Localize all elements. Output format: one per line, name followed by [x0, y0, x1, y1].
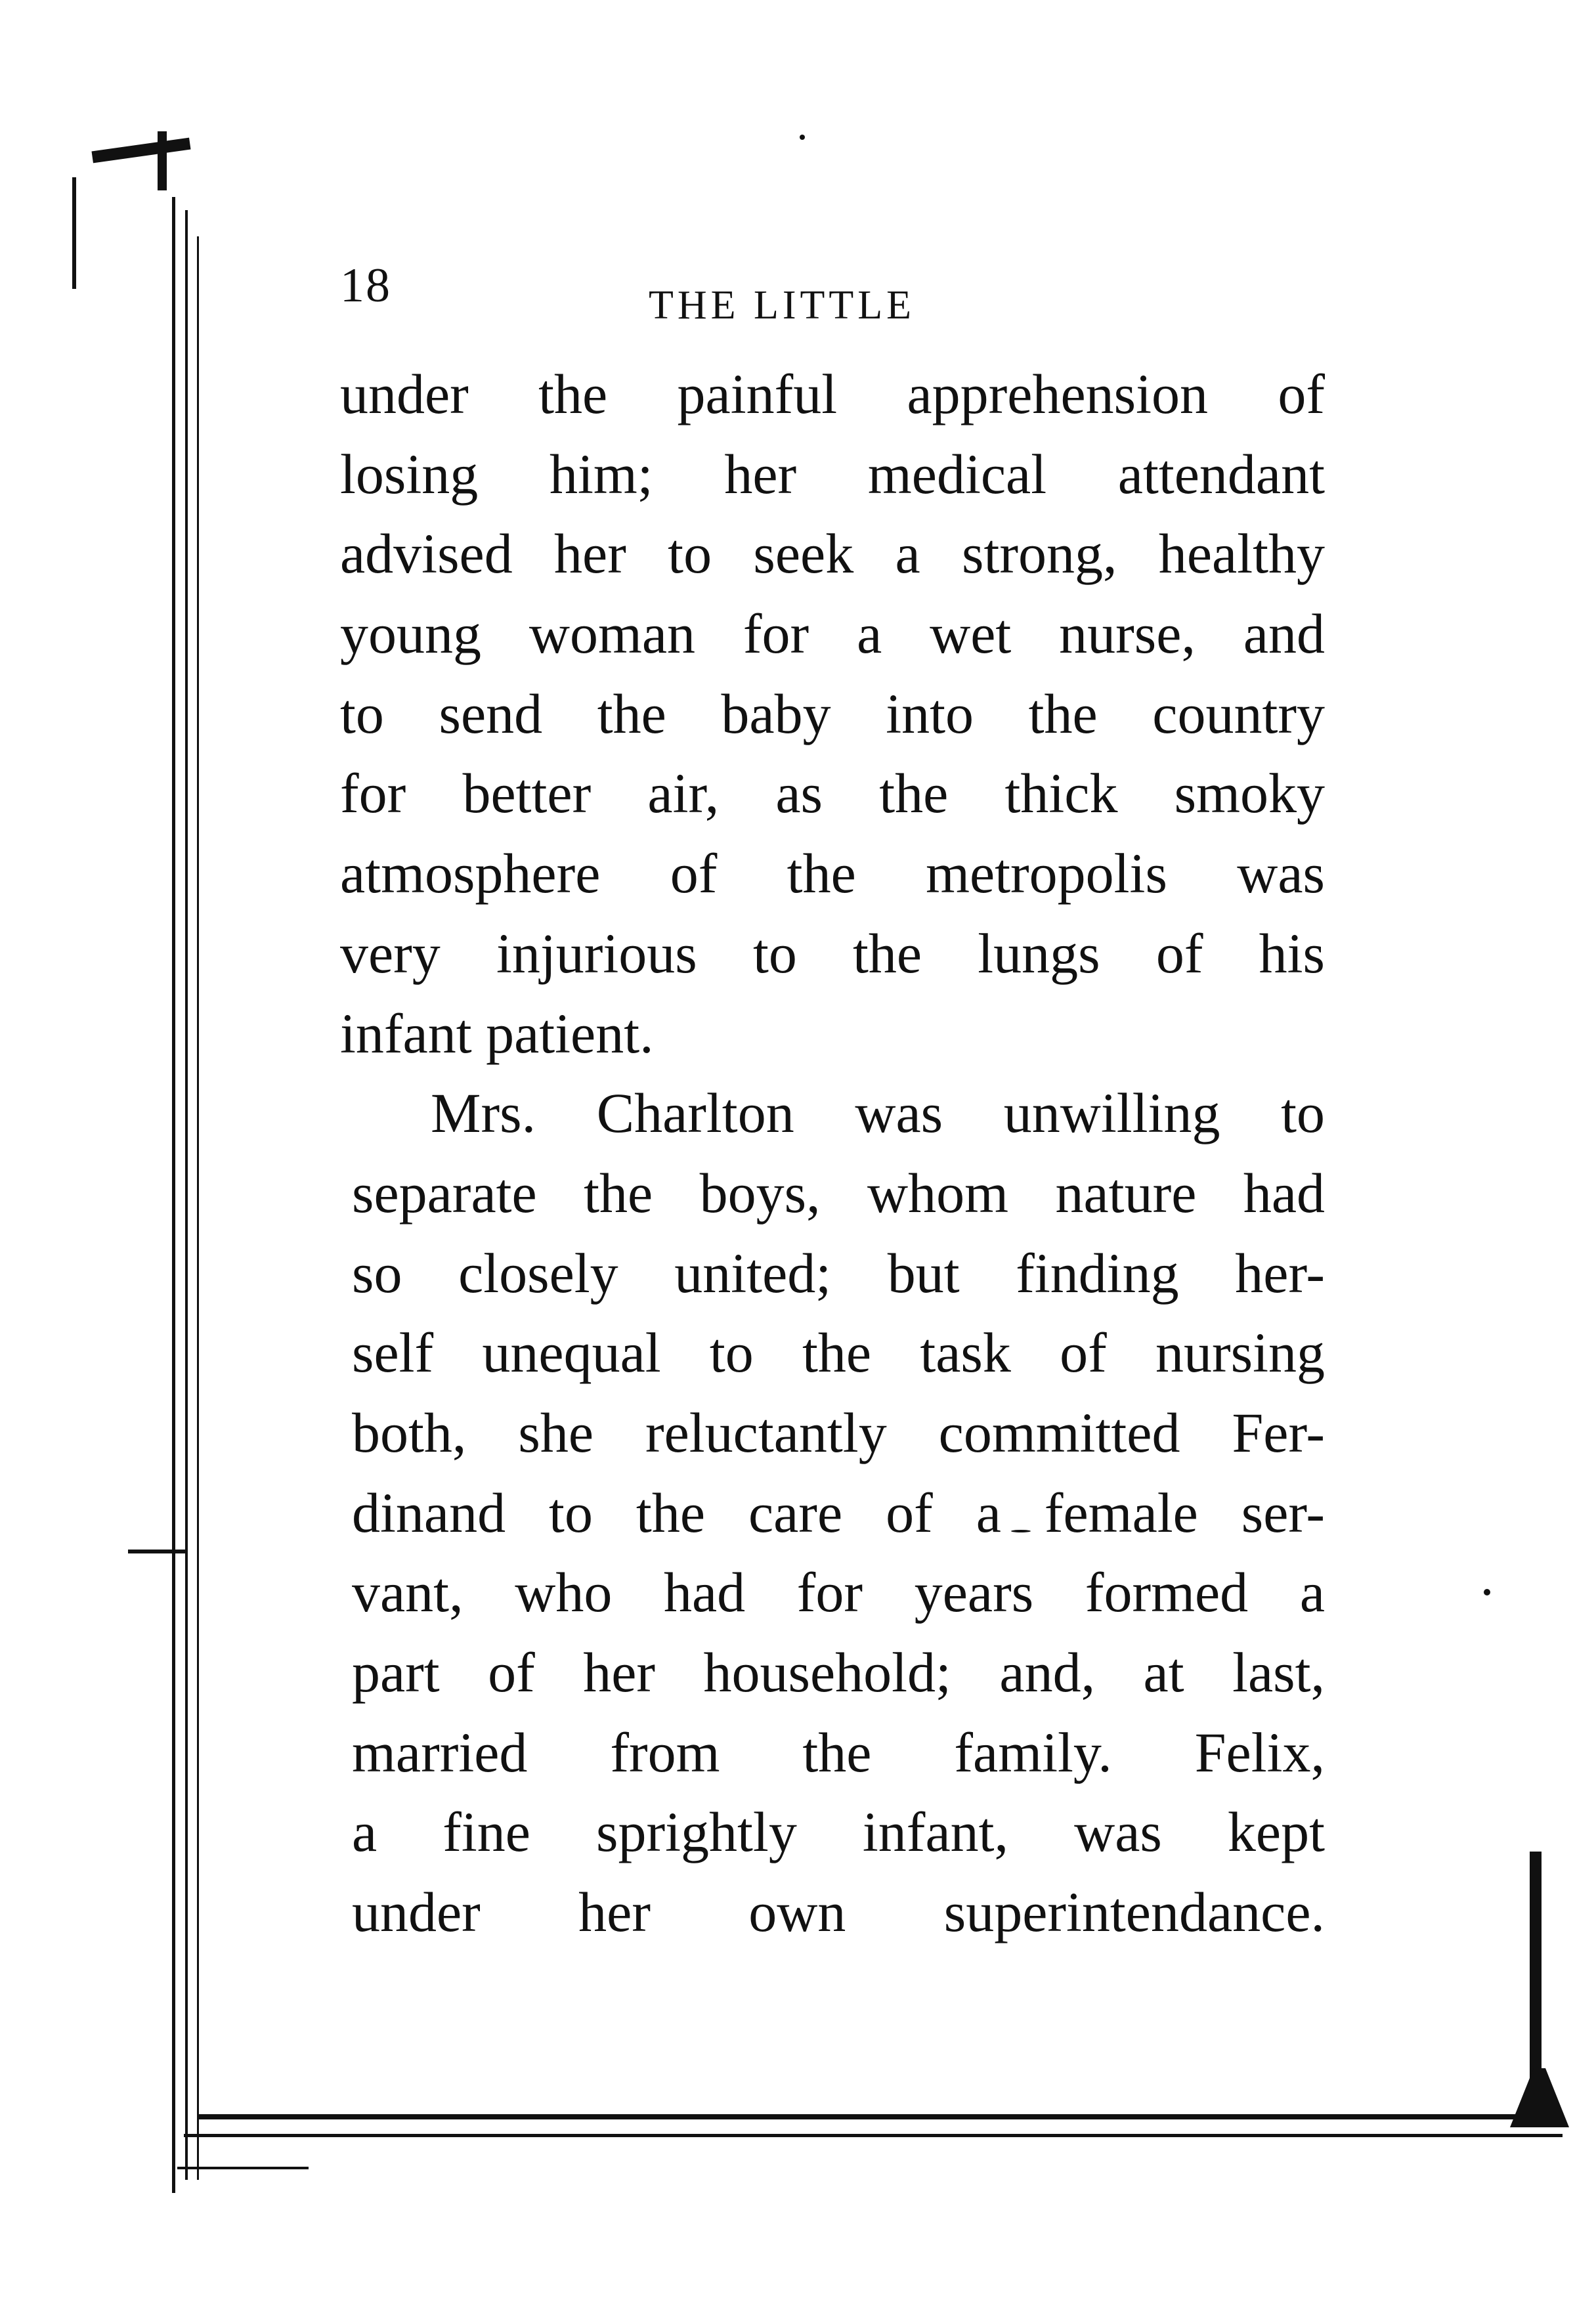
text-line: atmosphere of the metropolis was [340, 842, 1325, 905]
text-line: infant patient. [340, 1001, 654, 1065]
speck [800, 135, 805, 140]
body-text [340, 355, 1325, 1953]
bottom-edge-rule [197, 2114, 1563, 2119]
text-line: self unequal to the task of nursing [352, 1321, 1325, 1385]
text-line: so closely united; but finding her- [352, 1241, 1325, 1305]
text-line: a fine sprightly infant, was kept [352, 1800, 1325, 1864]
text-line: part of her household; and, at last, [352, 1641, 1325, 1704]
left-edge-mark [72, 177, 76, 289]
left-edge-mark [128, 1550, 187, 1553]
bottom-edge-mark [177, 2167, 309, 2169]
left-edge-rule [185, 210, 188, 2180]
text-line: losing him; her medical attendant [340, 442, 1325, 506]
corner-mark [91, 138, 190, 163]
paragraph-start-line: Mrs. Charlton was unwilling to [431, 1081, 1325, 1145]
text-line: under the painful apprehension of [340, 362, 1325, 425]
left-edge-rule [197, 236, 199, 2180]
page-number: 18 [340, 259, 391, 313]
text-line: young woman for a wet nurse, and [340, 602, 1325, 666]
corner-mark [158, 131, 167, 190]
text-line: for better air, as the thick smoky [340, 762, 1325, 825]
text-line: under her own superintendance. [352, 1880, 1325, 1944]
left-edge-rule [172, 197, 175, 2193]
right-edge-mark [1510, 2068, 1569, 2127]
speck [1484, 1589, 1490, 1595]
running-title: THE LITTLE [649, 283, 916, 328]
text-line: separate the boys, whom nature had [352, 1161, 1325, 1225]
text-line: to send the baby into the country [340, 682, 1325, 745]
text-line: dinand to the care of a female ser- [352, 1481, 1325, 1544]
text-line: vant, who had for years formed a [352, 1561, 1325, 1624]
text-line: married from the family. Felix, [352, 1720, 1325, 1784]
text-line: very injurious to the lungs of his [340, 921, 1325, 985]
text-line: advised her to seek a strong, healthy [340, 522, 1325, 586]
text-line: both, she reluctantly committed Fer- [352, 1400, 1325, 1464]
bottom-edge-rule [184, 2134, 1563, 2137]
